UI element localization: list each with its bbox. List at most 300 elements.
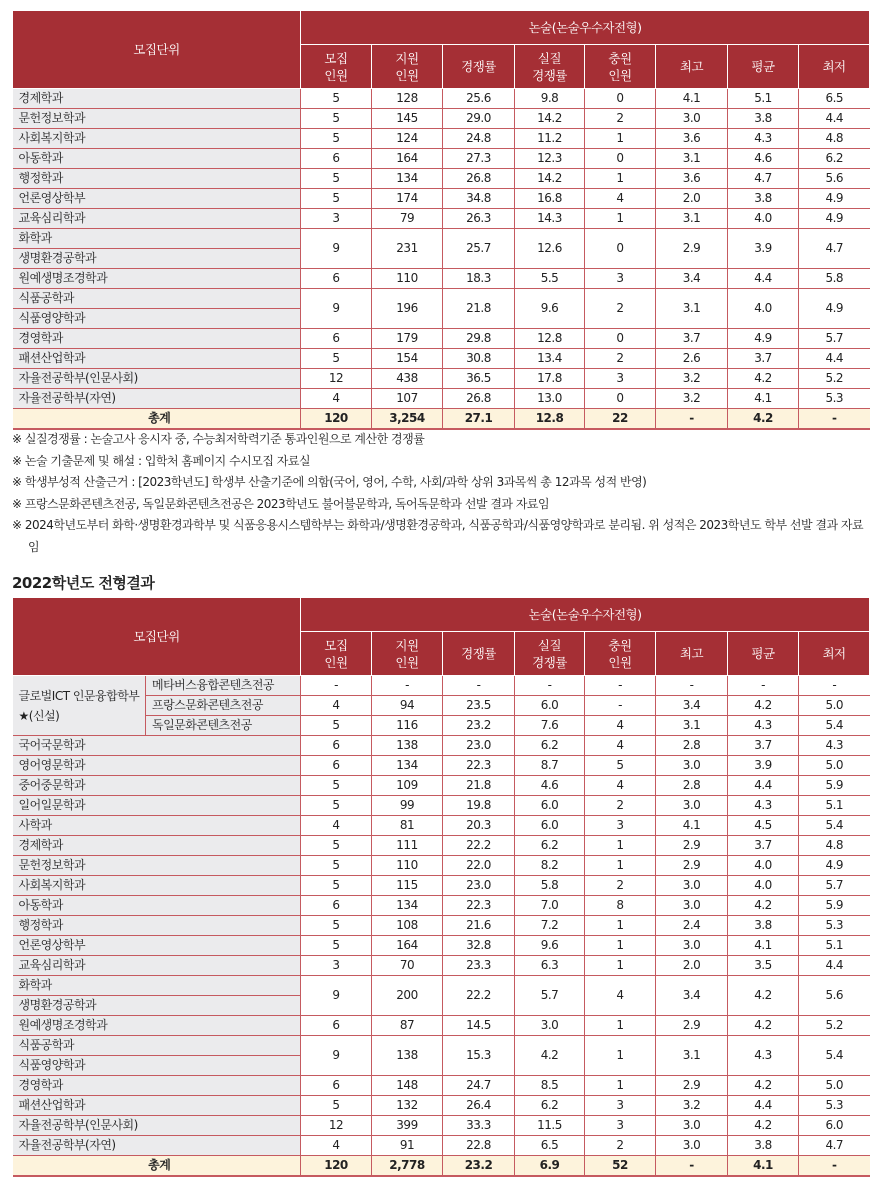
unit-name: 패션산업학과	[13, 349, 301, 369]
value-cell: 3.2	[656, 389, 728, 409]
column-header: 실질 경쟁률	[515, 45, 585, 89]
unit-name: 자율전공학부(인문사회)	[13, 369, 301, 389]
value-cell: 1	[585, 836, 656, 856]
unit-name: 경제학과	[13, 836, 301, 856]
value-cell: 3.7	[728, 836, 799, 856]
value-cell: 4.9	[728, 329, 799, 349]
results-table-2022	[12, 597, 870, 1177]
table-row	[13, 796, 870, 816]
value-cell: 9	[301, 289, 372, 329]
value-cell: 4.1	[728, 936, 799, 956]
value-cell: 3.0	[656, 1116, 728, 1136]
value-cell: 21.6	[443, 916, 515, 936]
value-cell: 5.9	[799, 776, 870, 796]
value-cell: 3.1	[656, 1036, 728, 1076]
total-row	[13, 1156, 870, 1177]
value-cell: 2.9	[656, 229, 728, 269]
value-cell: 4.2	[728, 896, 799, 916]
value-cell: 5	[585, 756, 656, 776]
value-cell: 6	[301, 1016, 372, 1036]
value-cell: 5.6	[799, 976, 870, 1016]
value-cell: 2.0	[656, 189, 728, 209]
value-cell: 3.8	[728, 1136, 799, 1156]
value-cell: 4.3	[799, 736, 870, 756]
value-cell: -	[585, 696, 656, 716]
value-cell: 8.7	[515, 756, 585, 776]
value-cell: 6.0	[799, 1116, 870, 1136]
unit-name: 식품영양학과	[13, 309, 301, 329]
value-cell: -	[799, 409, 870, 430]
value-cell: 8.5	[515, 1076, 585, 1096]
value-cell: 4.0	[728, 289, 799, 329]
note: ※ 학생부성적 산출근거 : [2023학년도] 학생부 산출기준에 의함(국어, 영어, 수학, 사회/과학 상위 3과목씩 총 12과목 성적 반영)	[12, 475, 647, 489]
value-cell: 5.0	[799, 756, 870, 776]
value-cell: 6	[301, 896, 372, 916]
table-row	[13, 776, 870, 796]
value-cell: 4.2	[728, 409, 799, 430]
value-cell: 26.8	[443, 169, 515, 189]
value-cell: 5	[301, 189, 372, 209]
value-cell: 6	[301, 329, 372, 349]
value-cell: 3.4	[656, 269, 728, 289]
value-cell: 120	[301, 409, 372, 430]
value-cell: 7.2	[515, 916, 585, 936]
value-cell: 3.7	[656, 329, 728, 349]
value-cell: 4	[585, 716, 656, 736]
table-row	[13, 89, 870, 109]
column-header: 충원 인원	[585, 45, 656, 89]
value-cell: 23.3	[443, 956, 515, 976]
value-cell: 94	[372, 696, 443, 716]
value-cell: 4.1	[728, 1156, 799, 1177]
value-cell: 4	[301, 816, 372, 836]
value-cell: 0	[585, 89, 656, 109]
value-cell: 9	[301, 229, 372, 269]
value-cell: 1	[585, 169, 656, 189]
value-cell: 3.7	[728, 736, 799, 756]
value-cell: 138	[372, 736, 443, 756]
column-header: 충원 인원	[585, 632, 656, 676]
value-cell: 4.2	[728, 1076, 799, 1096]
value-cell: 179	[372, 329, 443, 349]
value-cell: 4.9	[799, 856, 870, 876]
table-row	[13, 756, 870, 776]
value-cell: 27.1	[443, 409, 515, 430]
value-cell: 3	[301, 956, 372, 976]
value-cell: 6	[301, 269, 372, 289]
value-cell: 4.3	[728, 796, 799, 816]
unit-name: 생명환경공학과	[13, 996, 301, 1016]
table-row	[13, 936, 870, 956]
value-cell: 21.8	[443, 776, 515, 796]
table-row	[13, 389, 870, 409]
value-cell: 4.2	[728, 696, 799, 716]
value-cell: 12.8	[515, 329, 585, 349]
value-cell: 4.1	[728, 389, 799, 409]
value-cell: 6.2	[515, 736, 585, 756]
value-cell: 4.7	[799, 229, 870, 269]
value-cell: 5	[301, 109, 372, 129]
value-cell: 3.0	[656, 109, 728, 129]
value-cell: 4	[301, 1136, 372, 1156]
value-cell: 134	[372, 896, 443, 916]
unit-name: 원예생명조경학과	[13, 269, 301, 289]
table-row	[13, 349, 870, 369]
value-cell: 4.8	[799, 129, 870, 149]
value-cell: -	[585, 676, 656, 696]
value-cell: 4.8	[799, 836, 870, 856]
table-row	[13, 1136, 870, 1156]
value-cell: 5.8	[799, 269, 870, 289]
unit-name: 아동학과	[13, 896, 301, 916]
value-cell: 30.8	[443, 349, 515, 369]
value-cell: 4	[585, 189, 656, 209]
unit-name: 화학과	[13, 229, 301, 249]
value-cell: 4.0	[728, 209, 799, 229]
table-row	[13, 956, 870, 976]
value-cell: 6.5	[799, 89, 870, 109]
value-cell: 6.5	[515, 1136, 585, 1156]
value-cell: 9.8	[515, 89, 585, 109]
value-cell: 7.6	[515, 716, 585, 736]
total-label: 총계	[13, 1156, 301, 1177]
value-cell: 128	[372, 89, 443, 109]
value-cell: 14.2	[515, 169, 585, 189]
value-cell: 2.0	[656, 956, 728, 976]
value-cell: 23.0	[443, 736, 515, 756]
value-cell: 29.0	[443, 109, 515, 129]
value-cell: 1	[585, 129, 656, 149]
value-cell: 1	[585, 1076, 656, 1096]
value-cell: 5.5	[515, 269, 585, 289]
value-cell: 2	[585, 349, 656, 369]
value-cell: 4.3	[728, 1036, 799, 1076]
value-cell: 11.5	[515, 1116, 585, 1136]
value-cell: 4.1	[656, 816, 728, 836]
table-row	[13, 896, 870, 916]
value-cell: 8	[585, 896, 656, 916]
value-cell: 3.6	[656, 169, 728, 189]
value-cell: 6.0	[515, 696, 585, 716]
value-cell: 23.5	[443, 696, 515, 716]
note: ※ 2024학년도부터 화학·생명환경과학부 및 식품응용시스템학부는 화학과/생명환경공학과, 식품공학과/식품영양학과로 분리됨. 위 성적은 2023학년도 학부 선발 결과 자료임	[12, 518, 864, 554]
value-cell: 164	[372, 149, 443, 169]
unit-name: 사회복지학과	[13, 129, 301, 149]
value-cell: 14.3	[515, 209, 585, 229]
value-cell: 5.0	[799, 696, 870, 716]
value-cell: 99	[372, 796, 443, 816]
value-cell: 1	[585, 1036, 656, 1076]
value-cell: 0	[585, 389, 656, 409]
table-row	[13, 976, 870, 996]
value-cell: 3.6	[656, 129, 728, 149]
value-cell: 9	[301, 976, 372, 1016]
value-cell: 3.1	[656, 289, 728, 329]
value-cell: -	[656, 1156, 728, 1177]
value-cell: 3	[585, 1116, 656, 1136]
value-cell: 5.7	[799, 329, 870, 349]
table-row	[13, 369, 870, 389]
value-cell: 5.3	[799, 1096, 870, 1116]
value-cell: 1	[585, 856, 656, 876]
value-cell: 12.3	[515, 149, 585, 169]
value-cell: 5.9	[799, 896, 870, 916]
value-cell: 3.1	[656, 209, 728, 229]
value-cell: 5	[301, 796, 372, 816]
value-cell: 4.9	[799, 289, 870, 329]
unit-name: 사학과	[13, 816, 301, 836]
value-cell: 2.8	[656, 736, 728, 756]
value-cell: 2.8	[656, 776, 728, 796]
value-cell: 4.2	[728, 1116, 799, 1136]
value-cell: 4	[585, 736, 656, 756]
value-cell: 4.4	[799, 349, 870, 369]
unit-name: 식품공학과	[13, 289, 301, 309]
table-row	[13, 229, 870, 249]
value-cell: 26.8	[443, 389, 515, 409]
value-cell: 4.2	[728, 369, 799, 389]
unit-name: 사회복지학과	[13, 876, 301, 896]
table-row	[13, 1116, 870, 1136]
value-cell: 3.0	[656, 756, 728, 776]
value-cell: -	[443, 676, 515, 696]
value-cell: 5	[301, 856, 372, 876]
value-cell: 4.4	[728, 776, 799, 796]
value-cell: 22.3	[443, 756, 515, 776]
value-cell: 116	[372, 716, 443, 736]
value-cell: 5.2	[799, 369, 870, 389]
value-cell: 34.8	[443, 189, 515, 209]
value-cell: 4.0	[728, 856, 799, 876]
value-cell: 5.3	[799, 916, 870, 936]
value-cell: 6	[301, 736, 372, 756]
value-cell: 5	[301, 716, 372, 736]
value-cell: 4.6	[515, 776, 585, 796]
table-row	[13, 856, 870, 876]
value-cell: 13.4	[515, 349, 585, 369]
table-row	[13, 189, 870, 209]
value-cell: 17.8	[515, 369, 585, 389]
value-cell: 3.0	[656, 896, 728, 916]
value-cell: 115	[372, 876, 443, 896]
value-cell: 3,254	[372, 409, 443, 430]
table-row	[13, 1036, 870, 1056]
value-cell: 0	[585, 229, 656, 269]
value-cell: -	[728, 676, 799, 696]
value-cell: 2	[585, 289, 656, 329]
value-cell: 20.3	[443, 816, 515, 836]
value-cell: 231	[372, 229, 443, 269]
value-cell: 4.1	[656, 89, 728, 109]
total-label: 총계	[13, 409, 301, 430]
value-cell: 5.2	[799, 1016, 870, 1036]
value-cell: 124	[372, 129, 443, 149]
value-cell: 14.2	[515, 109, 585, 129]
column-header: 지원 인원	[372, 632, 443, 676]
unit-name: 언론영상학부	[13, 189, 301, 209]
value-cell: 1	[585, 936, 656, 956]
value-cell: 3	[585, 1096, 656, 1116]
value-cell: 438	[372, 369, 443, 389]
value-cell: 164	[372, 936, 443, 956]
value-cell: 3.5	[728, 956, 799, 976]
header-unit: 모집단위	[13, 11, 301, 89]
value-cell: 15.3	[443, 1036, 515, 1076]
value-cell: 5	[301, 936, 372, 956]
value-cell: 4.4	[799, 109, 870, 129]
value-cell: 22	[585, 409, 656, 430]
value-cell: 2.9	[656, 1016, 728, 1036]
sub-unit-name: 프랑스문화콘텐츠전공	[146, 696, 301, 716]
table-row	[13, 1076, 870, 1096]
value-cell: 111	[372, 836, 443, 856]
sub-unit-name: 메타버스융합콘텐츠전공	[146, 676, 301, 696]
value-cell: 5	[301, 1096, 372, 1116]
section-title-2022: 2022학년도 전형결과	[12, 574, 155, 592]
table-row	[13, 736, 870, 756]
column-header: 최저	[799, 45, 870, 89]
value-cell: 24.8	[443, 129, 515, 149]
value-cell: 8.2	[515, 856, 585, 876]
value-cell: 5.1	[799, 796, 870, 816]
value-cell: 4.4	[799, 956, 870, 976]
value-cell: 108	[372, 916, 443, 936]
value-cell: 3.1	[656, 716, 728, 736]
table-row	[13, 109, 870, 129]
value-cell: 2.9	[656, 1076, 728, 1096]
value-cell: 7.0	[515, 896, 585, 916]
value-cell: -	[799, 676, 870, 696]
unit-name: 행정학과	[13, 916, 301, 936]
value-cell: 29.8	[443, 329, 515, 349]
value-cell: 12	[301, 1116, 372, 1136]
value-cell: 22.8	[443, 1136, 515, 1156]
value-cell: 2	[585, 1136, 656, 1156]
value-cell: 5	[301, 349, 372, 369]
value-cell: 5	[301, 129, 372, 149]
value-cell: 4.9	[799, 209, 870, 229]
value-cell: 1	[585, 1016, 656, 1036]
value-cell: 5.6	[799, 169, 870, 189]
table-row	[13, 916, 870, 936]
value-cell: 399	[372, 1116, 443, 1136]
value-cell: 52	[585, 1156, 656, 1177]
value-cell: 174	[372, 189, 443, 209]
value-cell: 3.8	[728, 189, 799, 209]
unit-name: 문헌정보학과	[13, 856, 301, 876]
value-cell: 154	[372, 349, 443, 369]
value-cell: 6.3	[515, 956, 585, 976]
table-row	[13, 209, 870, 229]
value-cell: 5.3	[799, 389, 870, 409]
unit-name: 경제학과	[13, 89, 301, 109]
value-cell: 3.0	[656, 796, 728, 816]
value-cell: 4	[585, 976, 656, 1016]
table-row	[13, 169, 870, 189]
value-cell: 3.2	[656, 1096, 728, 1116]
value-cell: 21.8	[443, 289, 515, 329]
column-header: 지원 인원	[372, 45, 443, 89]
value-cell: 70	[372, 956, 443, 976]
value-cell: 6	[301, 1076, 372, 1096]
column-header: 최고	[656, 632, 728, 676]
value-cell: 22.2	[443, 836, 515, 856]
note: ※ 프랑스문화콘텐츠전공, 독일문화콘텐츠전공은 2023학년도 불어불문학과, 독어독문학과 선발 결과 자료임	[12, 496, 550, 511]
unit-name: 경영학과	[13, 329, 301, 349]
table-row	[13, 149, 870, 169]
value-cell: 2.9	[656, 856, 728, 876]
value-cell: 5.7	[799, 876, 870, 896]
unit-name: 문헌정보학과	[13, 109, 301, 129]
value-cell: 5.1	[728, 89, 799, 109]
value-cell: 81	[372, 816, 443, 836]
value-cell: 22.3	[443, 896, 515, 916]
total-row	[13, 409, 870, 430]
unit-name: 영어영문학과	[13, 756, 301, 776]
unit-name: 식품공학과	[13, 1036, 301, 1056]
value-cell: 120	[301, 1156, 372, 1177]
value-cell: 36.5	[443, 369, 515, 389]
value-cell: 3.1	[656, 149, 728, 169]
value-cell: 25.6	[443, 89, 515, 109]
value-cell: 134	[372, 169, 443, 189]
value-cell: 5.7	[515, 976, 585, 1016]
value-cell: 32.8	[443, 936, 515, 956]
value-cell: 6.2	[515, 836, 585, 856]
sub-unit-name: 독일문화콘텐츠전공	[146, 716, 301, 736]
value-cell: 3.8	[728, 109, 799, 129]
value-cell: 12	[301, 369, 372, 389]
group-name: 글로벌ICT 인문융합학부★(신설)	[13, 676, 146, 736]
value-cell: -	[301, 676, 372, 696]
value-cell: 138	[372, 1036, 443, 1076]
value-cell: 3.0	[515, 1016, 585, 1036]
unit-name: 국어국문학과	[13, 736, 301, 756]
value-cell: 4.7	[728, 169, 799, 189]
value-cell: 87	[372, 1016, 443, 1036]
value-cell: 91	[372, 1136, 443, 1156]
value-cell: 5.0	[799, 1076, 870, 1096]
unit-name: 생명환경공학과	[13, 249, 301, 269]
column-header: 실질 경쟁률	[515, 632, 585, 676]
value-cell: 2.6	[656, 349, 728, 369]
value-cell: 24.7	[443, 1076, 515, 1096]
value-cell: 12.6	[515, 229, 585, 269]
column-header: 평균	[728, 632, 799, 676]
unit-name: 중어중문학과	[13, 776, 301, 796]
table-row	[13, 289, 870, 309]
value-cell: 3.0	[656, 876, 728, 896]
table-row	[13, 329, 870, 349]
value-cell: 79	[372, 209, 443, 229]
header-group: 논술(논술우수자전형)	[301, 598, 870, 632]
value-cell: 0	[585, 329, 656, 349]
column-header: 경쟁률	[443, 45, 515, 89]
column-header: 평균	[728, 45, 799, 89]
value-cell: 4.2	[728, 976, 799, 1016]
unit-name: 일어일문학과	[13, 796, 301, 816]
column-header: 최저	[799, 632, 870, 676]
value-cell: 4	[301, 696, 372, 716]
value-cell: 2.9	[656, 836, 728, 856]
value-cell: -	[372, 676, 443, 696]
value-cell: 9.6	[515, 289, 585, 329]
value-cell: 13.0	[515, 389, 585, 409]
value-cell: 132	[372, 1096, 443, 1116]
value-cell: 6.0	[515, 796, 585, 816]
value-cell: 5	[301, 876, 372, 896]
value-cell: 3.8	[728, 916, 799, 936]
